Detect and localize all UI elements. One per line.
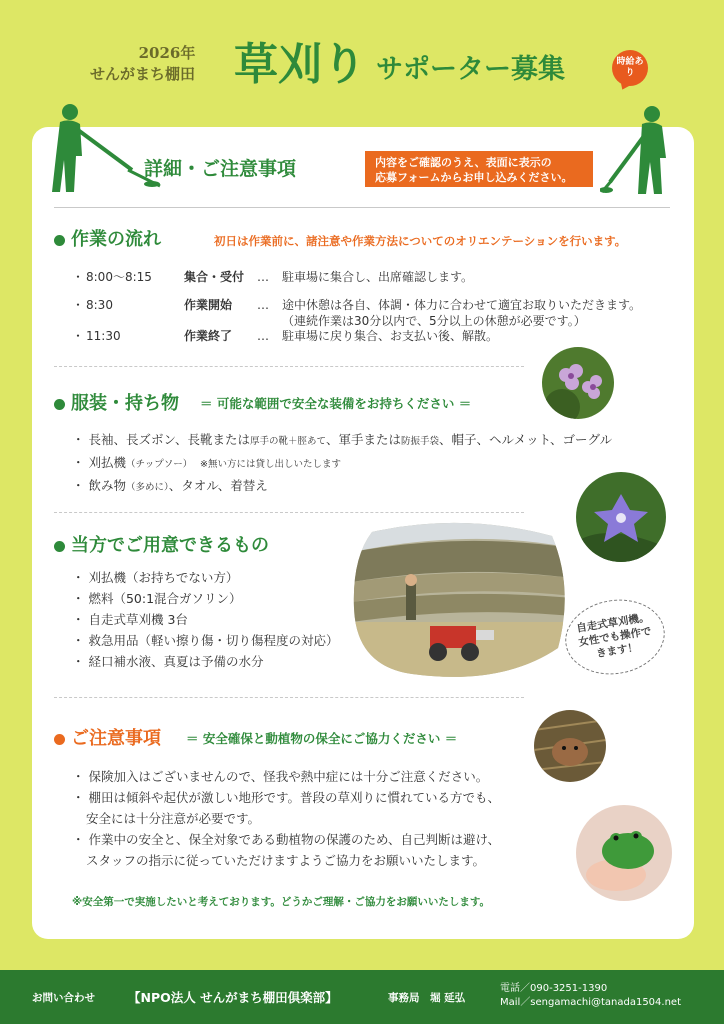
list-item: ・ 救急用品（軽い擦り傷・切り傷程度の対応） — [72, 633, 339, 648]
list-item: スタッフの指示に従っていただけますようご協力をお願いいたします。 — [86, 853, 486, 868]
flow-note: 初日は作業前に、諸注意や作業方法についてのオリエンテーションを行います。 — [214, 234, 627, 248]
bullet-dot-icon — [54, 734, 65, 745]
provided-list — [72, 567, 339, 672]
list-item: ・ 長袖、長ズボン、長靴または厚手の靴＋脛あて、軍手または防振手袋、帽子、ヘルメット、ゴーグル — [72, 432, 613, 447]
divider — [54, 697, 524, 698]
application-notice: 内容をご確認のうえ、表面に表示の 応募フォームからお申し込みください。 — [365, 151, 593, 187]
header-place: せんがまち棚田 — [89, 65, 195, 83]
phone-number: 電話／090-3251-1390 — [500, 983, 608, 994]
divider — [54, 366, 524, 367]
divider — [54, 207, 670, 208]
list-item: 安全には十分注意が必要です。 — [86, 811, 261, 826]
grass-cutter-worker-icon — [600, 102, 696, 198]
header-title-main: 草刈り — [234, 39, 366, 90]
details-title: 詳細・ご注意事項 — [144, 158, 297, 180]
list-item: ・ 保険加入はございませんので、怪我や熱中症には十分ご注意ください。 — [72, 769, 489, 784]
header-year: 2026年 — [138, 44, 196, 62]
flow-row: ・ 8:00～8:15 集合・受付 … 駐車場に集合し、出席確認します。 — [72, 270, 474, 284]
list-item: ・ 作業中の安全と、保全対象である動植物の保護のため、自己判断は避け、 — [72, 832, 500, 847]
clothing-note: ＝ 可能な範囲で安全な装備をお持ちください ＝ — [200, 396, 472, 411]
flow-row: ・ 11:30 作業終了 … 駐車場に戻り集合、お支払い後、解散。 — [72, 329, 499, 343]
tree-frog-photo — [576, 805, 672, 901]
list-item: ・ 燃料（50:1混合ガソリン） — [72, 591, 242, 606]
list-item: ・ 経口補水液、真夏は予備の水分 — [72, 654, 264, 669]
pink-flower-photo — [542, 347, 614, 419]
list-item: ・ 棚田は傾斜や起伏が激しい地形です。普段の草刈りに慣れている方でも、 — [72, 790, 500, 805]
flow-heading: 作業の流れ — [54, 227, 161, 253]
caution-note: ＝ 安全確保と動植物の保全にご協力ください ＝ — [186, 731, 458, 746]
list-item: ・ 飲み物（多めに）、タオル、着替え — [72, 478, 268, 493]
contact-footer — [0, 970, 724, 1024]
office-contact: 事務局 堀 延弘 — [388, 992, 466, 1004]
email-address: Mail／sengamachi@tanada1504.net — [500, 997, 682, 1008]
bullet-dot-icon — [54, 399, 65, 410]
list-item: ・ 刈払機（お持ちでない方） — [72, 570, 239, 585]
list-item: ・ 自走式草刈機 3台 — [72, 612, 188, 627]
flow-row: ・ 8:30 作業開始 … 途中休憩は各自、体調・体力に合わせて適宜お取りいただきます。 （連続作業は30分以内で、5分以上の休憩が必要です。） — [72, 298, 642, 328]
contact-label: お問い合わせ — [32, 992, 95, 1004]
header-title-sub: サポーター募集 — [376, 54, 565, 85]
caution-list — [72, 766, 500, 871]
clothing-heading: 服装・持ち物 — [54, 391, 179, 417]
divider — [54, 512, 524, 513]
wage-badge: 時給あり — [612, 50, 648, 86]
bellflower-photo — [576, 472, 666, 562]
provided-heading: 当方でご用意できるもの — [54, 533, 269, 559]
rice-terrace-mower-photo — [352, 518, 572, 680]
bullet-dot-icon — [54, 235, 65, 246]
caution-heading: ご注意事項 — [54, 726, 161, 752]
mouse-photo — [534, 710, 606, 782]
organization-name: 【NPO法人 せんがまち棚田倶楽部】 — [128, 990, 338, 1005]
safety-footer-note: ※安全第一で実施したいと考えております。どうかご理解・ご協力をお願いいたします。 — [72, 896, 491, 908]
list-item: ・ 刈払機（チップソー） ※無い方には貸し出しいたします — [72, 455, 341, 470]
bullet-dot-icon — [54, 541, 65, 552]
clothing-list — [72, 429, 612, 498]
mower-speech-bubble: 自走式草刈機。女性でも操作できます！ — [560, 593, 670, 682]
